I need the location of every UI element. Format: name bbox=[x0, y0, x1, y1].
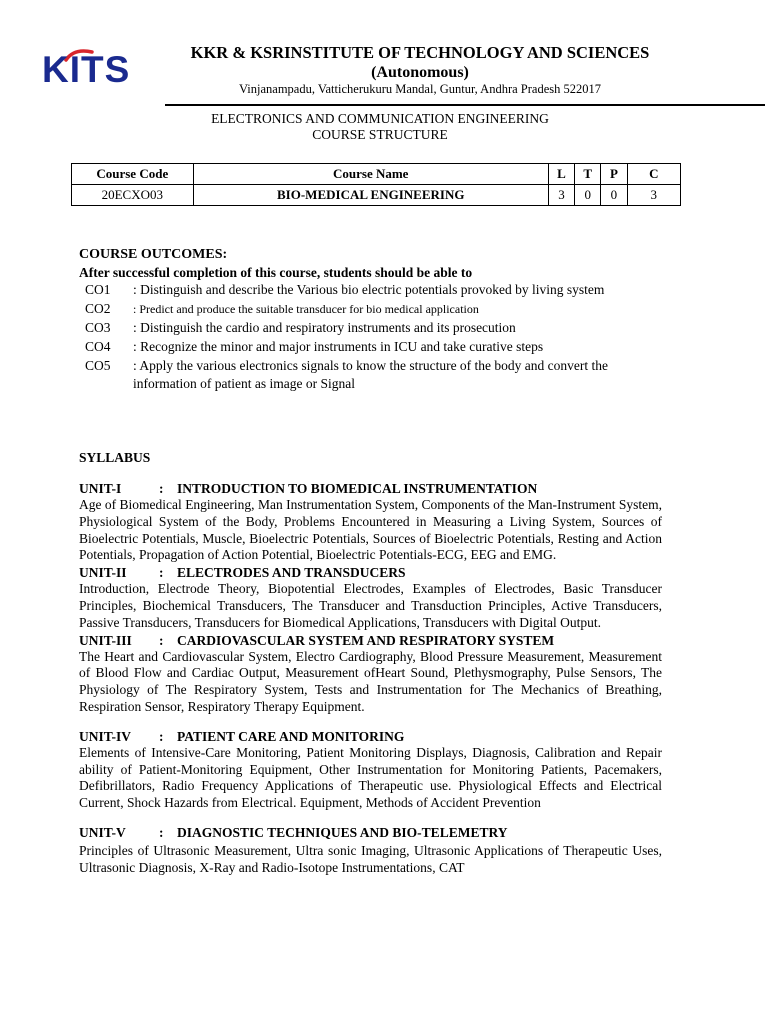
department-block bbox=[80, 111, 680, 143]
syllabus-units bbox=[79, 480, 662, 877]
co-text: : Recognize the minor and major instruments in ICU and take curative steps bbox=[133, 339, 544, 354]
unit-colon: : bbox=[159, 481, 164, 496]
course-table-header bbox=[72, 164, 681, 185]
unit-id: UNIT-IV bbox=[79, 728, 132, 744]
institute-name: KKR & KSRINSTITUTE OF TECHNOLOGY AND SCIENCES bbox=[190, 43, 650, 62]
unit-spacer bbox=[79, 812, 662, 824]
co-text: : Predict and produce the suitable transducer for bio medical application bbox=[133, 302, 479, 316]
unit-spacer bbox=[79, 716, 662, 728]
col-l: L bbox=[548, 164, 574, 185]
unit-header bbox=[79, 728, 662, 745]
unit-title: ELECTRODES AND TRANSDUCERS bbox=[177, 565, 406, 581]
col-p: P bbox=[601, 164, 627, 185]
cell-l: 3 bbox=[548, 185, 574, 206]
unit-id: UNIT-I bbox=[79, 481, 122, 496]
unit-body: The Heart and Cardiovascular System, Electro Cardiography, Blood Pressure Measurement, Measurement of Blood Flow and Cardiac Output, Measurement ofHeart Sound, Plethysmography, Pulse Sensors, The Physiology of The Respiratory System, Tests and Instrumentation for The Mechanics of Breathing, Respiration Sensor, Respiratory Therapy Equipment. bbox=[79, 648, 662, 714]
institute-logo bbox=[42, 48, 146, 92]
list-item bbox=[79, 357, 669, 393]
cell-t: 0 bbox=[575, 185, 601, 206]
unit-title: CARDIOVASCULAR SYSTEM AND RESPIRATORY SYSTEM bbox=[177, 632, 555, 648]
unit-title: PATIENT CARE AND MONITORING bbox=[177, 728, 405, 744]
cell-course-name: BIO-MEDICAL ENGINEERING bbox=[193, 185, 548, 206]
department-name: ELECTRONICS AND COMMUNICATION ENGINEERING bbox=[211, 111, 549, 126]
unit-id: UNIT-III bbox=[79, 632, 132, 648]
autonomous-label: (Autonomous) bbox=[371, 64, 469, 81]
unit-id: UNIT-II bbox=[79, 565, 127, 581]
col-course-name: Course Name bbox=[193, 164, 548, 185]
unit-colon: : bbox=[159, 632, 164, 648]
list-item bbox=[79, 300, 669, 318]
co-text: : Distinguish the cardio and respiratory instruments and its prosecution bbox=[133, 320, 516, 335]
course-table bbox=[71, 163, 681, 206]
unit-colon: : bbox=[159, 565, 164, 581]
logo-text: KITS bbox=[42, 49, 131, 90]
unit-5 bbox=[79, 824, 662, 877]
document-title: COURSE STRUCTURE bbox=[312, 127, 448, 142]
unit-title: DIAGNOSTIC TECHNIQUES AND BIO-TELEMETRY bbox=[177, 824, 508, 840]
course-outcomes-list bbox=[79, 281, 669, 394]
unit-1 bbox=[79, 480, 662, 564]
unit-colon: : bbox=[159, 824, 164, 840]
unit-body: Elements of Intensive-Care Monitoring, Patient Monitoring Displays, Diagnosis, Calibration and Repair ability of Patient-Monitoring Equipment, Other Instrumentation for Monitoring Patients, Pacemakers, Defibrillators, Radio Frequency Applications of Therapeutic use. Physiological Effects and Electrical Current, Shock Hazards from Electrical. Equipment, Methods of Accident Prevention bbox=[79, 744, 662, 811]
unit-title: INTRODUCTION TO BIOMEDICAL INSTRUMENTATION bbox=[177, 481, 538, 496]
course-outcomes-heading: COURSE OUTCOMES: bbox=[79, 247, 228, 262]
col-course-code: Course Code bbox=[72, 164, 194, 185]
unit-body: Age of Biomedical Engineering, Man Instrumentation System, Components of the Man-Instrument System, Physiological System of the Body, Problems Encountered in Measuring a Living System, Sources of Bioelectric Potentials, Muscle, Bioelectric Potentials, Sources of Bioelectric Potentials, Resting and Action Potentials, Propagation of Action Potential, Bioelectric Potentials-ECG, EEG and EMG. bbox=[79, 497, 662, 563]
co-id: CO4 bbox=[85, 339, 111, 354]
list-item bbox=[79, 338, 669, 356]
unit-4 bbox=[79, 728, 662, 812]
co-id: CO5 bbox=[85, 358, 111, 373]
unit-body: Introduction, Electrode Theory, Biopotential Electrodes, Examples of Electrodes, Basic Transducer Principles, Biochemical Transducers, The Transducer and Transduction Principles, Active Transducers, Passive Transducers, Transducers for Biomedical Applications, Transducers with Digital Output. bbox=[79, 581, 662, 630]
course-table-row bbox=[72, 185, 681, 206]
header-divider bbox=[165, 104, 765, 106]
list-item bbox=[79, 319, 669, 337]
unit-body: Principles of Ultrasonic Measurement, Ultra sonic Imaging, Ultrasonic Applications of Therapeutic Uses, Ultrasonic Diagnosis, X-Ray and Radio-Isotope Instrumentations, CAT bbox=[79, 842, 662, 875]
course-outcomes-intro: After successful completion of this course, students should be able to bbox=[79, 265, 473, 280]
list-item bbox=[79, 281, 669, 299]
col-c: C bbox=[627, 164, 680, 185]
unit-2 bbox=[79, 564, 662, 631]
col-t: T bbox=[575, 164, 601, 185]
co-id: CO3 bbox=[85, 320, 111, 335]
cell-c: 3 bbox=[627, 185, 680, 206]
co-id: CO2 bbox=[85, 301, 111, 316]
unit-header bbox=[79, 824, 662, 841]
unit-colon: : bbox=[159, 728, 164, 744]
unit-header bbox=[79, 480, 662, 497]
cell-course-code: 20ECXO03 bbox=[72, 185, 194, 206]
unit-header bbox=[79, 564, 662, 581]
unit-id: UNIT-V bbox=[79, 824, 126, 840]
co-id: CO1 bbox=[85, 282, 111, 297]
institute-address: Vinjanampadu, Vatticherukuru Mandal, Guntur, Andhra Pradesh 522017 bbox=[239, 82, 601, 96]
syllabus-heading: SYLLABUS bbox=[79, 450, 151, 465]
co-text: : Apply the various electronics signals to know the structure of the body and convert the information of patient as image or Signal bbox=[133, 358, 609, 391]
unit-header bbox=[79, 632, 662, 649]
co-text: : Distinguish and describe the Various bio electric potentials provoked by living system bbox=[133, 282, 605, 297]
cell-p: 0 bbox=[601, 185, 627, 206]
unit-3 bbox=[79, 632, 662, 716]
